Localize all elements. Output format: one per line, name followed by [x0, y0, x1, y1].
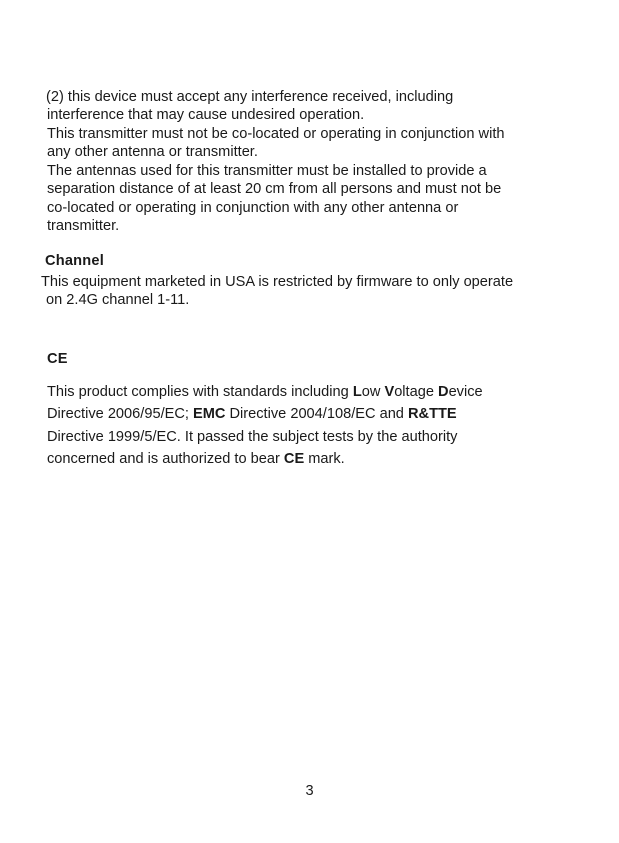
ce-line-1	[47, 381, 483, 403]
ce-line-2	[47, 403, 457, 425]
page-number: 3	[305, 783, 314, 799]
ce-line-1-bold-l: L	[352, 384, 362, 400]
ce-line-2-text-a: Directive 2006/95/EC;	[47, 406, 194, 422]
ce-line-4-bold-ce: CE	[283, 451, 305, 467]
fcc-line-8: transmitter.	[47, 218, 120, 234]
ce-line-1-text-a: This product complies with standards including	[47, 384, 353, 400]
fcc-line-5: The antennas used for this transmitter must be installed to provide a	[47, 163, 487, 179]
ce-line-1-text-e: evice	[448, 384, 483, 400]
ce-line-1-text-c: ow	[361, 384, 385, 400]
ce-line-2-bold-emc: EMC	[193, 406, 226, 422]
fcc-line-3: This transmitter must not be co-located or operating in conjunction with	[47, 126, 505, 142]
channel-heading: Channel	[45, 253, 104, 269]
ce-line-1-bold-d: D	[438, 384, 449, 400]
ce-heading: CE	[47, 351, 68, 367]
ce-line-2-bold-rtte: R&TTE	[407, 406, 457, 422]
fcc-line-6: separation distance of at least 20 cm from all persons and must not be	[47, 181, 502, 197]
fcc-line-2: interference that may cause undesired operation.	[47, 107, 365, 123]
fcc-line-1: (2) this device must accept any interference received, including	[46, 89, 454, 105]
fcc-line-4: any other antenna or transmitter.	[47, 144, 258, 160]
fcc-line-7: co-located or operating in conjunction with any other antenna or	[47, 200, 459, 216]
ce-line-1-text-d: oltage	[394, 384, 439, 400]
channel-line-1: This equipment marketed in USA is restricted by firmware to only operate	[41, 274, 514, 290]
ce-line-4	[47, 448, 345, 470]
ce-line-2-text-c: Directive 2004/108/EC and	[225, 406, 408, 422]
channel-line-2: on 2.4G channel 1-11.	[46, 292, 190, 308]
ce-line-4-text-a: concerned and is authorized to bear	[47, 451, 284, 467]
ce-line-4-text-c: mark.	[304, 451, 345, 467]
ce-line-3: Directive 1999/5/EC. It passed the subject tests by the authority	[47, 429, 458, 445]
ce-line-1-bold-v: V	[384, 384, 395, 400]
